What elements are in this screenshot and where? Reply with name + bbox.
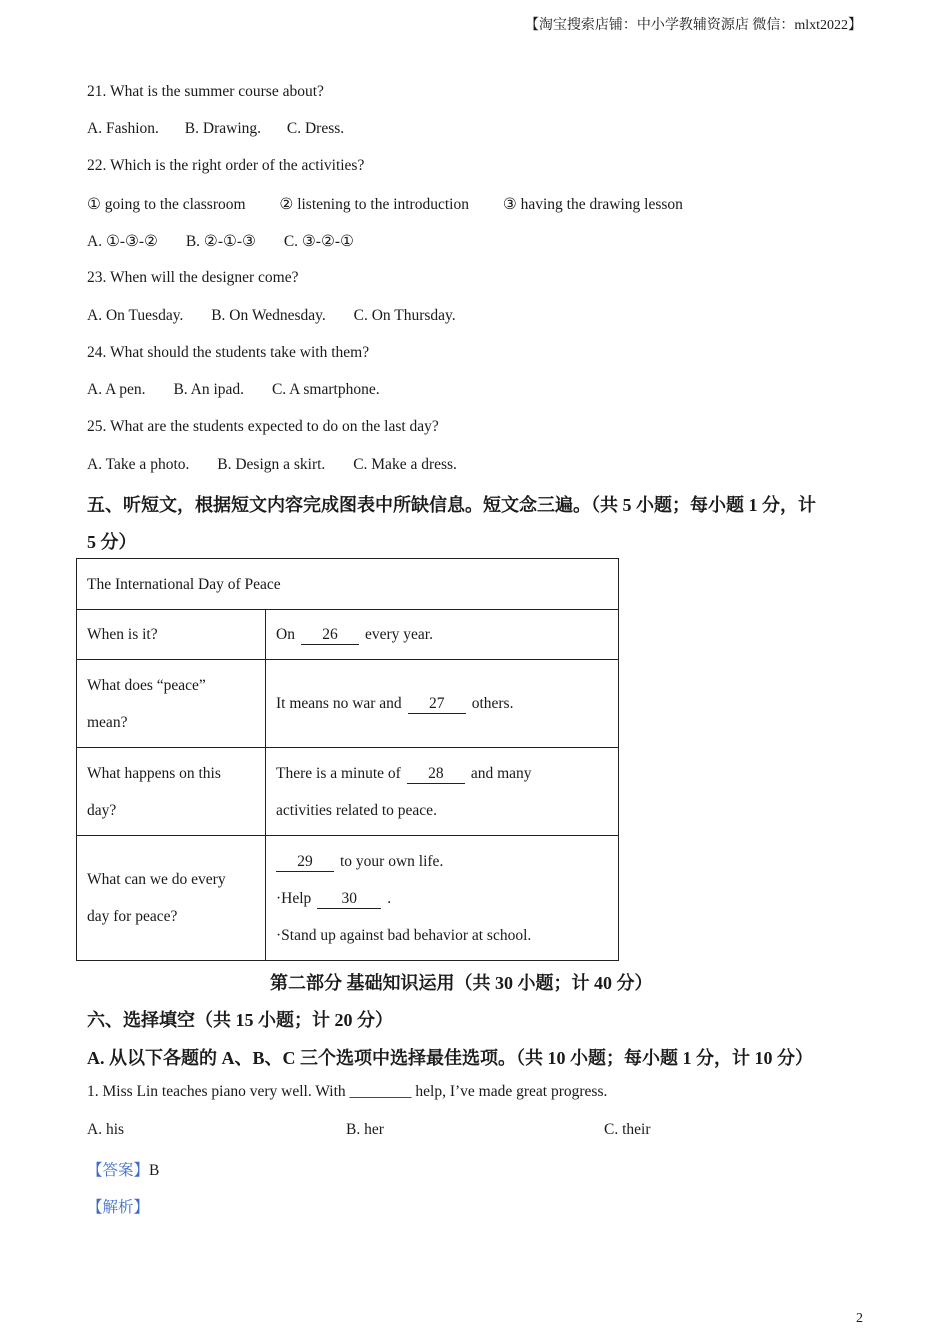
text: others. [471,695,514,712]
q1-option-c: C. their [604,1121,651,1138]
text: There is a minute of [276,764,401,782]
question-21: 21. What is the summer course about? [87,83,324,100]
table-row [77,836,619,961]
section-5-heading-line1: 五、听短文，根据短文内容完成图表中所缺信息。短文念三遍。（共 5 小题；每小题 1 分，计 [87,495,816,515]
answer-label: 【答案】 [87,1162,150,1179]
analysis-label: 【解析】 [87,1199,150,1216]
blank-29: 29 [276,853,334,872]
table-row [77,660,619,748]
text: On [276,626,295,643]
option-a: A. Fashion. [87,120,159,137]
text: day? [87,801,117,819]
option-a: A. On Tuesday. [87,307,184,324]
table-question-cell [77,660,266,748]
blank-27: 27 [408,695,466,714]
table-answer-cell [266,660,619,748]
blank-28: 28 [407,765,465,784]
text: ·Help [276,889,312,907]
option-a: A. ①-③-② [87,233,158,250]
table-question-cell [77,836,266,961]
peace-table [76,558,619,961]
step-1: ① going to the classroom [87,196,246,213]
options-25 [87,456,457,474]
text: . [387,889,392,907]
option-b: B. Drawing. [184,120,261,137]
table-question-cell [77,748,266,836]
question-23: 23. When will the designer come? [87,269,299,286]
text: every year. [364,626,433,643]
section-a-heading: A. 从以下各题的 A、B、C 三个选项中选择最佳选项。（共 10 小题；每小题 1 分，计 10 分） [87,1048,813,1068]
question-24: 24. What should the students take with them? [87,344,370,361]
table-row [77,610,619,660]
option-c: C. ③-②-① [283,233,354,250]
step-2: ② listening to the introduction [279,196,469,213]
text: What can we do every [87,871,226,888]
table-answer-cell [266,610,619,660]
table-row [77,748,619,836]
options-24 [87,381,380,399]
option-b: B. An ipad. [173,381,245,398]
options-23 [87,307,456,325]
option-c: C. On Thursday. [353,307,456,324]
text: day for peace? [87,908,178,925]
text: activities related to peace. [276,801,437,819]
option-b: B. Design a skirt. [217,456,326,473]
page-number: 2 [856,1311,863,1326]
section-5-heading-line2: 5 分） [87,532,137,552]
option-a: A. Take a photo. [87,456,190,473]
option-a: A. A pen. [87,381,146,398]
table-question-cell: When is it? [77,610,266,660]
question-1: 1. Miss Lin teaches piano very well. With ________ help, I’ve made great progress. [87,1083,608,1100]
question-22: 22. Which is the right order of the activities? [87,157,365,174]
page-header: 【淘宝搜索店铺：中小学教辅资源店 微信：mlxt2022】 [524,18,862,33]
text: to your own life. [340,852,444,870]
text: mean? [87,713,128,731]
text: ·Stand up against bad behavior at school. [276,926,532,944]
table-row [77,559,619,610]
question-25: 25. What are the students expected to do on the last day? [87,418,439,435]
table-answer-cell [266,748,619,836]
text: It means no war and [276,695,402,712]
blank-26: 26 [301,626,359,645]
blank-30: 30 [317,890,381,909]
text: What does “peace” [87,676,206,694]
option-c: C. Make a dress. [353,456,457,473]
table-title: The International Day of Peace [77,559,619,610]
options-21 [87,120,344,138]
answer-line [87,1158,159,1180]
text: and many [470,764,532,782]
option-b: B. On Wednesday. [211,307,326,324]
q1-option-b: B. her [346,1121,384,1138]
q1-option-a: A. his [87,1121,125,1138]
steps-22 [87,195,683,214]
section-6-heading: 六、选择填空（共 15 小题；计 20 分） [87,1010,393,1030]
table-answer-cell [266,836,619,961]
options-22 [87,232,354,251]
answer-value: B [149,1162,160,1179]
part-2-heading: 第二部分 基础知识运用（共 30 小题；计 40 分） [270,973,653,993]
option-c: C. A smartphone. [271,381,380,398]
text: What happens on this [87,764,221,782]
option-c: C. Dress. [286,120,345,137]
step-3: ③ having the drawing lesson [502,196,683,213]
option-b: B. ②-①-③ [185,233,256,250]
